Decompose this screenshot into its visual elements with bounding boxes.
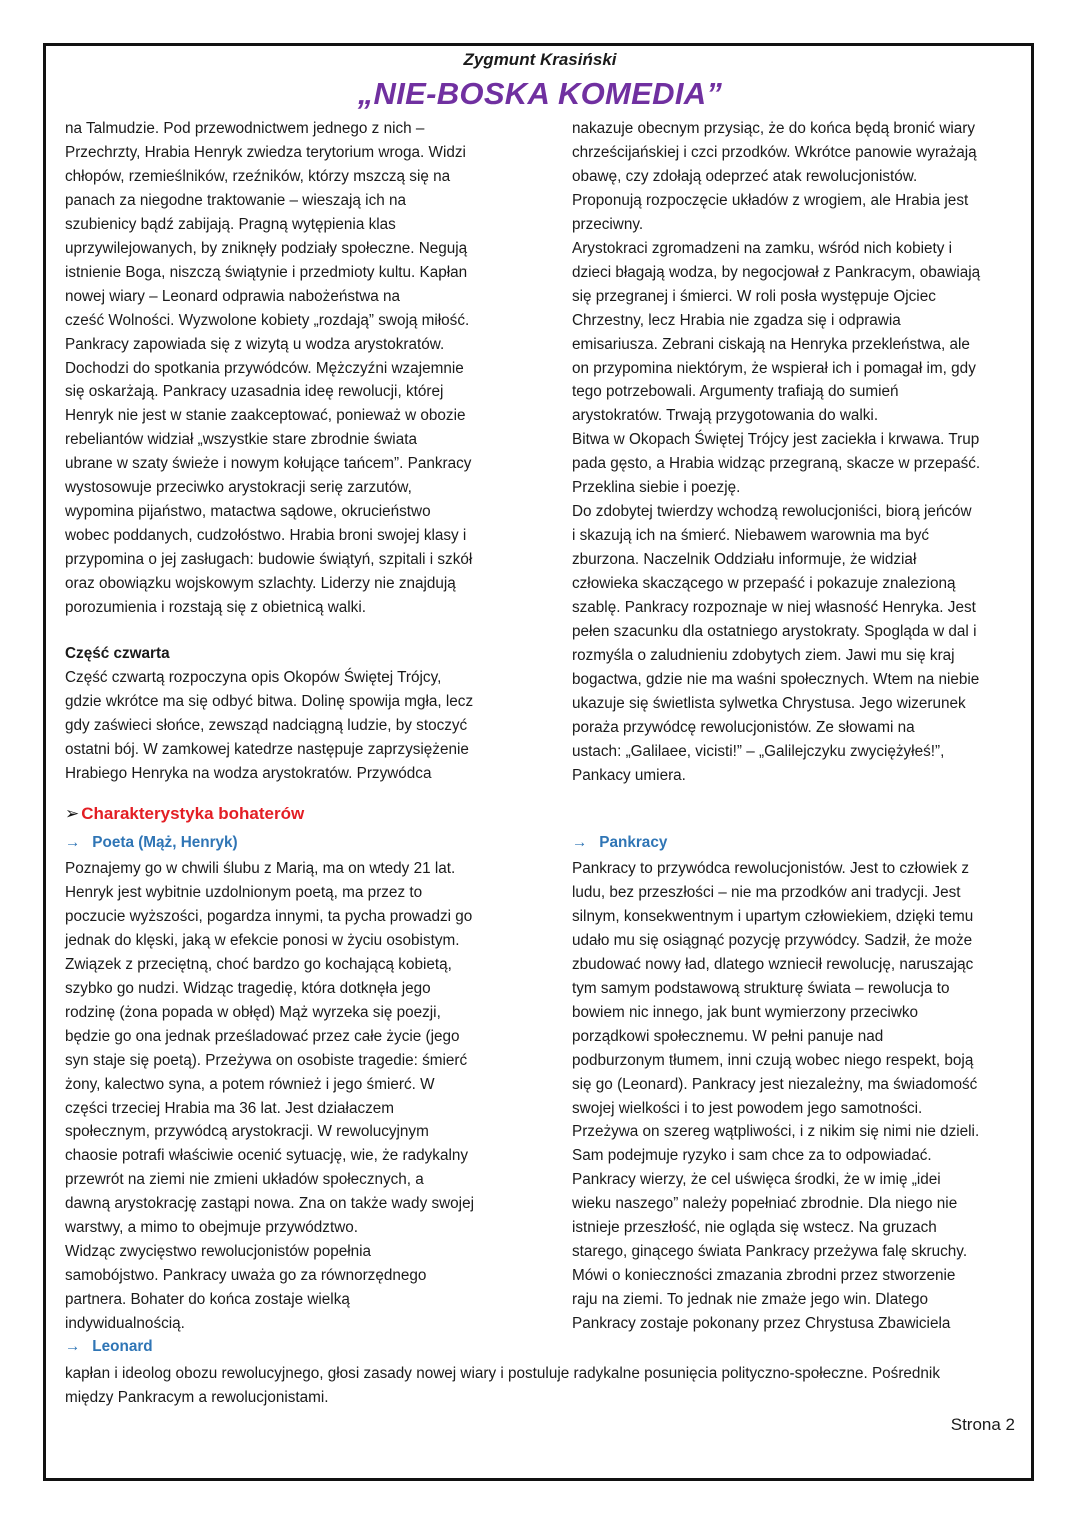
text-line: kapłan i ideolog obozu rewolucyjnego, głosi zasady nowej wiary i postuluje radykalne posunięcia polityczno-społeczne. Pośrednik — [65, 1365, 940, 1382]
text-line: Część czwartą rozpoczyna opis Okopów Świętej Trójcy, — [65, 668, 442, 686]
text-line: się przegranej i śmierci. W roli posła występuje Ojciec — [572, 287, 936, 305]
arrow-right-icon: → — [65, 1338, 81, 1355]
author-name: Zygmunt Krasiński — [463, 50, 617, 69]
poeta-heading — [65, 834, 238, 852]
text-line: wobec poddanych, cudzołóstwo. Hrabia broni swojej klasy i — [65, 527, 467, 545]
text-line: nowej wiary – Leonard odprawia nabożeństwa na — [65, 287, 401, 305]
text-line: gdy zaświeci słońce, zewsząd nadciągną ludzie, by stoczyć — [65, 716, 468, 734]
text-line: oraz obowiązku wojskowym szlachty. Liderzy nie znajdują — [65, 575, 456, 593]
text-line: zbudować nowy ład, dlatego wzniecił rewolucję, naruszając — [572, 955, 974, 973]
text-line: się go (Leonard). Pankracy jest niezależny, ma świadomość — [572, 1075, 978, 1093]
text-line: Przeżywa on szereg wątpliwości, i z nikim się nimi nie dzieli. — [572, 1123, 980, 1141]
text-line: Henryk nie jest w stanie zaakceptować, ponieważ w obozie — [65, 407, 466, 425]
text-line: Związek z przeciętną, choć bardzo go kochającą kobietą, — [65, 955, 452, 973]
text-line: Poznajemy go w chwili ślubu z Marią, ma on wtedy 21 lat. — [65, 860, 456, 877]
text-line: szablę. Pankracy rozpoznaje w niej własność Henryka. Jest — [572, 599, 976, 617]
text-line: szybko go nudzi. Widząc tragedię, która dotknęła jego — [65, 979, 431, 997]
text-line: indywidualnością. — [65, 1315, 185, 1333]
text-line: Pankracy wierzy, że cel uświęca środki, że w imię „idei — [572, 1171, 941, 1189]
text-line: ustach: „Galilaee, vicisti!” – „Galilejczyku zwyciężyłeś!”, — [572, 742, 945, 760]
text-line: Dochodzi do spotkania przywódców. Mężczyźni wzajemnie — [65, 359, 464, 377]
right-column-text — [572, 117, 1022, 788]
text-line: zburzona. Naczelnik Oddziału informuje, że widział — [572, 551, 917, 569]
text-line: chaosie potrafi właściwie ocenić sytuację, wie, że radykalny — [65, 1147, 468, 1165]
text-line: bogactwa, gdzie nie ma waśni społecznych. Wtem na niebie — [572, 670, 980, 688]
text-line: Pankracy zapowiada się z wizytą u wodza arystokratów. — [65, 335, 445, 353]
text-line: podburzonym tłumem, inni czują wobec niego respekt, boją — [572, 1051, 974, 1069]
text-line: Hrabiego Henryka na wodza arystokratów. Przywódca — [65, 764, 432, 782]
text-line: Do zdobytej twierdzy wchodzą rewolucjoniści, biorą jeńców — [572, 503, 972, 521]
text-line: na Talmudzie. Pod przewodnictwem jednego z nich – — [65, 120, 425, 137]
text-line: warstwy, a mimo to obejmuje przywództwo. — [65, 1219, 359, 1237]
text-line: raju na ziemi. To jednak nie zmaże jego win. Dlatego — [572, 1291, 928, 1309]
characters-section-title — [65, 804, 304, 824]
text-line: dawną arystokrację zastąpi nowa. Zna on także wady swojej — [65, 1195, 474, 1213]
text-line: chrześcijańskiej i czci przodków. Wkrótce panowie wyrażają — [572, 143, 977, 161]
text-line: nakazuje obecnym przysiąc, że do końca będą bronić wiary — [572, 120, 976, 137]
text-line: Henryk jest wybitnie uzdolnionym poetą, ma przez to — [65, 883, 423, 901]
text-line: udało mu się osiągnąć pozycję przywódcy. Sadził, że może — [572, 931, 973, 949]
text-line: starego, ginącego świata Pankracy przeżywa falę skruchy. — [572, 1243, 968, 1261]
text-line: Proponują rozpoczęcie układów z wrogiem, ale Hrabia jest — [572, 191, 969, 209]
text-line: chłopów, rzemieślników, rzeźników, którzy mszczą się na — [65, 167, 451, 185]
text-line: poraża przywódcę rewolucjonistów. Ze słowami na — [572, 718, 915, 736]
text-line: wypomina pijaństwo, matactwa sądowe, okrucieństwo — [65, 503, 431, 521]
leonard-text — [65, 1362, 1025, 1410]
section-title-text: Charakterystyka bohaterów — [81, 804, 305, 823]
text-line: arystokratów. Trwają przygotowania do walki. — [572, 407, 879, 425]
text-line: tego potrzebowali. Argumenty trafiają do sumień — [572, 383, 899, 401]
text-line: uprzywilejowanych, by zniknęły podziały społeczne. Negują — [65, 239, 468, 257]
text-line: pełen szacunku dla ostatniego arystokraty. Spogląda w dal i — [572, 623, 977, 641]
text-line: rodzinę (żona popada w obłęd) Mąż wyrzeka się poezji, — [65, 1003, 441, 1021]
text-line: poczucie wyższości, pogardza innymi, ta pycha prowadzi go — [65, 907, 473, 925]
text-line: syn staje się poetą). Przeżywa on osobiste tragedie: śmierć — [65, 1051, 468, 1069]
text-line: rozmyśla o zaludnieniu zdobytych ziem. Jawi mu się kraj — [572, 646, 955, 664]
text-line: emisariusza. Zebrani ciskają na Henryka przekleństwa, ale — [572, 335, 970, 353]
text-line: przeciwny. — [572, 215, 644, 233]
text-line: wieku naszego” należy popełniać zbrodnie. Dla niego nie — [572, 1195, 958, 1213]
left-column-text — [65, 117, 525, 620]
pankracy-heading-text: Pankracy — [599, 834, 668, 851]
text-line: ostatni bój. W zamkowej katedrze następuje zaprzysiężenie — [65, 740, 469, 758]
arrow-bullet-icon: ➢ — [65, 804, 80, 823]
arrow-right-icon: → — [572, 834, 588, 851]
text-line: Pankracy zostaje pokonany przez Chrystusa Zbawiciela — [572, 1315, 951, 1333]
text-line: samobójstwo. Pankracy uważa go za równorzędnego — [65, 1267, 427, 1285]
text-line: szubienicy bądź zabijają. Pragną wytępienia klas — [65, 215, 396, 233]
text-line: cześć Wolności. Wyzwolone kobiety „rozdają” swoją miłość. — [65, 311, 470, 329]
text-line: wystosowuje przeciwko arystokracji serię zarzutów, — [65, 479, 412, 497]
text-line: między Pankracym a rewolucjonistami. — [65, 1388, 329, 1406]
text-line: i skazują ich na śmierć. Niebawem warownia ma być — [572, 527, 930, 545]
text-line: swojej wielkości i to jest powodem jego samotności. — [572, 1099, 923, 1117]
text-line: Widząc zwycięstwo rewolucjonistów popełnia — [65, 1243, 372, 1261]
text-line: człowieka skaczącego w przepaść i pokazuje znalezioną — [572, 575, 956, 593]
arrow-right-icon: → — [65, 834, 81, 851]
leonard-heading — [65, 1338, 153, 1356]
text-line: społecznym, przywódcą arystokracji. W rewolucyjnym — [65, 1123, 429, 1141]
text-line: się oskarżają. Pankracy uzasadnia ideę rewolucji, której — [65, 383, 444, 401]
text-line: Chrzestny, lecz Hrabia nie zgadza się i odprawia — [572, 311, 901, 329]
text-line: Przechrzty, Hrabia Henryk zwiedza terytorium wroga. Widzi — [65, 143, 466, 161]
text-line: gdzie wkrótce ma się odbyć bitwa. Dolinę spowija mgła, lecz — [65, 692, 474, 710]
part-four-section — [65, 642, 525, 786]
pankracy-text — [572, 857, 1022, 1336]
text-line: rebeliantów widział „wszystkie stare zbrodnie świata — [65, 431, 417, 449]
text-line: ukazuje się świetlista sylwetka Chrystusa. Jego wizerunek — [572, 694, 966, 712]
page-number: Strona 2 — [950, 1415, 1015, 1434]
text-line: Arystokraci zgromadzeni na zamku, wśród nich kobiety i — [572, 239, 953, 257]
text-line: panach za niegodne traktowanie – wieszają ich na — [65, 191, 407, 209]
leonard-heading-text: Leonard — [92, 1338, 153, 1355]
text-line: on przypomina niektórym, że wspierał ich i pomagał im, gdy — [572, 359, 976, 377]
poeta-text — [65, 857, 525, 1336]
text-line: będzie go ona jednak prześladować przez całe życie (jego — [65, 1027, 460, 1045]
text-line: istnieje przeszłość, nie ogląda się wstecz. Na gruzach — [572, 1219, 937, 1237]
text-line: przewrót na ziemi nie zmieni układów społecznych, a — [65, 1171, 424, 1189]
text-line: Pankracy to przywódca rewolucjonistów. Jest to człowiek z — [572, 860, 970, 877]
text-line: żony, kalectwo syna, a potem również i jego śmierć. W — [65, 1075, 435, 1093]
text-line: ludu, bez przeszłości – nie ma przodków ani tradycji. Jest — [572, 883, 961, 901]
text-line: przypomina o jej zasługach: budowie świątyń, szpitali i szkół — [65, 551, 473, 569]
text-line: Bitwa w Okopach Świętej Trójcy jest zaciekła i krwawa. Trup — [572, 431, 980, 449]
text-line: obawę, czy zdołają odeprzeć atak rewolucjonistów. — [572, 167, 918, 185]
text-line: pada gęsto, a Hrabia widząc przegraną, skacze w przepaść. — [572, 455, 981, 473]
text-line: dzieci błagają wodza, by negocjował z Pankracym, obawiają — [572, 263, 981, 281]
text-line: Przeklina siebie i poezję. — [572, 479, 741, 497]
text-line: porządkowi społecznemu. W pełni panuje nad — [572, 1027, 884, 1045]
text-line: porozumienia i rozstają się z obietnicą walki. — [65, 599, 366, 617]
part-four-heading: Część czwarta — [65, 645, 170, 662]
text-line: części trzeciej Hrabia ma 36 lat. Jest działaczem — [65, 1099, 395, 1117]
text-line: Sam podejmuje ryzyko i sam chce za to odpowiadać. — [572, 1147, 932, 1165]
document-title: „NIE-BOSKA KOMEDIA” — [357, 76, 723, 111]
text-line: Pankacy umiera. — [572, 766, 686, 784]
text-line: Mówi o konieczności zmazania zbrodni przez stworzenie — [572, 1267, 956, 1285]
text-line: tym samym podstawową strukturę świata – rewolucja to — [572, 979, 950, 997]
text-line: jednak do klęski, jaką w efekcie ponosi w życiu osobistym. — [65, 931, 460, 949]
poeta-heading-text: Poeta (Mąż, Henryk) — [92, 834, 238, 851]
text-line: istnienie Boga, niszczą świątynie i przedmioty kultu. Kapłan — [65, 263, 468, 281]
text-line: ubrane w szaty świeże i nowym kołujące tańcem”. Pankracy — [65, 455, 472, 473]
pankracy-heading — [572, 834, 667, 852]
text-line: partnera. Bohater do końca zostaje wielką — [65, 1291, 350, 1309]
text-line: silnym, konsekwentnym i upartym człowiekiem, dzięki temu — [572, 907, 974, 925]
part-four-text — [65, 666, 525, 786]
text-line: bowiem nic innego, jak bunt wymierzony przeciwko — [572, 1003, 919, 1021]
